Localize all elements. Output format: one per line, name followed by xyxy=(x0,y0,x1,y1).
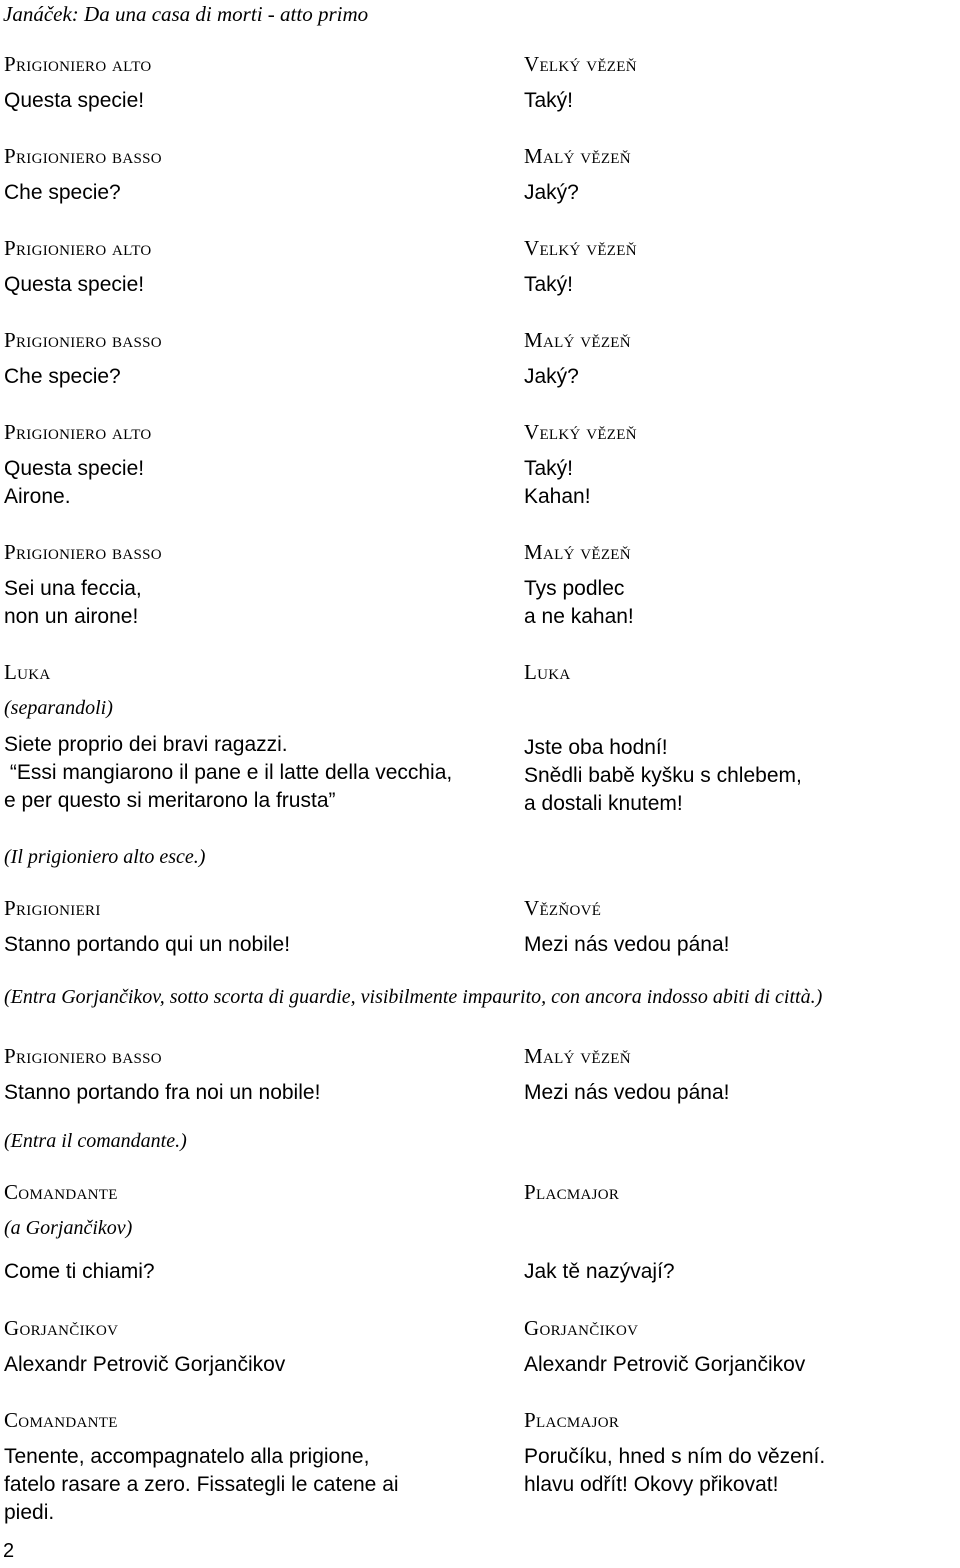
dialogue-line: Jak tě nazývají? xyxy=(524,1260,675,1283)
dialogue-line: Stanno portando fra noi un nobile! xyxy=(4,1081,321,1104)
speaker-name: Placmajor xyxy=(524,1408,620,1432)
speaker-name: Prigioniero alto xyxy=(4,420,152,444)
speaker-name: Malý vězeň xyxy=(524,1044,631,1068)
right-block-10 xyxy=(524,1180,675,1286)
speaker-name: Gorjančikov xyxy=(524,1316,639,1340)
stage-direction-full: (Entra Gorjančikov, sotto scorta di guardie, visibilmente impaurito, con ancora indosso abiti di città.) xyxy=(4,986,823,1008)
dialogue-line: “Essi mangiarono il pane e il latte della vecchia, xyxy=(4,761,453,784)
page-number: 2 xyxy=(3,1540,15,1562)
speaker-name: Comandante xyxy=(4,1180,118,1204)
right-block-5 xyxy=(524,420,637,511)
speaker-name: Malý vězeň xyxy=(524,144,631,168)
speaker-name: Prigionieri xyxy=(4,896,101,920)
dialogue-line: Questa specie! xyxy=(4,89,145,112)
dialogue-line: Siete proprio dei bravi ragazzi. xyxy=(4,733,288,756)
speaker-name: Prigioniero basso xyxy=(4,328,162,352)
left-block-3 xyxy=(4,236,152,299)
speaker-name: Luka xyxy=(4,660,51,684)
dialogue-line: Come ti chiami? xyxy=(4,1260,155,1283)
right-block-6 xyxy=(524,540,634,631)
dialogue-line: Alexandr Petrovič Gorjančikov xyxy=(524,1353,806,1376)
dialogue-line: Poručíku, hned s ním do vězení. xyxy=(524,1445,826,1468)
dialogue-line: a dostali knutem! xyxy=(524,792,683,815)
dialogue-line: Taký! xyxy=(524,457,574,480)
dialogue-line: Airone. xyxy=(4,485,71,508)
speaker-name: Luka xyxy=(524,660,571,684)
speaker-name: Gorjančikov xyxy=(4,1316,119,1340)
dialogue-line: Alexandr Petrovič Gorjančikov xyxy=(4,1353,286,1376)
stage-direction-exit: (Il prigioniero alto esce.) xyxy=(4,846,206,868)
speaker-name: Prigioniero basso xyxy=(4,540,162,564)
page-header: Janáček: Da una casa di morti - atto primo xyxy=(3,2,369,26)
left-block-7 xyxy=(4,660,452,815)
dialogue-line: Tys podlec xyxy=(524,577,625,600)
stage-direction-enter: (Entra il comandante.) xyxy=(4,1130,187,1152)
dialogue-line: a ne kahan! xyxy=(524,605,634,628)
speaker-name: Velký vězeň xyxy=(524,52,637,76)
dialogue-line: piedi. xyxy=(4,1501,55,1524)
dialogue-line: fatelo rasare a zero. Fissategli le catene ai xyxy=(4,1473,399,1496)
right-block-3 xyxy=(524,236,637,299)
left-block-2 xyxy=(4,144,162,207)
left-block-8 xyxy=(4,896,290,959)
right-block-11 xyxy=(524,1316,805,1379)
right-block-9 xyxy=(524,1044,729,1107)
left-block-10 xyxy=(4,1180,155,1286)
dialogue-line: Questa specie! xyxy=(4,273,145,296)
right-block-7 xyxy=(524,660,802,818)
left-block-5 xyxy=(4,420,152,511)
dialogue-line: Jaký? xyxy=(524,181,579,204)
left-block-11 xyxy=(4,1316,285,1379)
left-block-4 xyxy=(4,328,162,391)
speaker-name: Placmajor xyxy=(524,1180,620,1204)
right-block-12 xyxy=(524,1408,825,1499)
dialogue-line: Tenente, accompagnatelo alla prigione, xyxy=(4,1445,370,1468)
stage-direction: (a Gorjančikov) xyxy=(4,1217,133,1239)
dialogue-line: Che specie? xyxy=(4,181,121,204)
speaker-name: Prigioniero alto xyxy=(4,52,152,76)
dialogue-line: e per questo si meritarono la frusta” xyxy=(4,789,336,812)
left-block-6 xyxy=(4,540,162,631)
dialogue-line: Sei una feccia, xyxy=(4,577,142,600)
dialogue-line: non un airone! xyxy=(4,605,139,628)
dialogue-line: Jste oba hodní! xyxy=(524,736,668,759)
dialogue-line: Taký! xyxy=(524,89,574,112)
dialogue-line: Mezi nás vedou pána! xyxy=(524,933,730,956)
speaker-name: Velký vězeň xyxy=(524,236,637,260)
speaker-name: Velký vězeň xyxy=(524,420,637,444)
speaker-name: Prigioniero basso xyxy=(4,144,162,168)
speaker-name: Comandante xyxy=(4,1408,118,1432)
speaker-name: Malý vězeň xyxy=(524,328,631,352)
speaker-name: Malý vězeň xyxy=(524,540,631,564)
dialogue-line: Questa specie! xyxy=(4,457,145,480)
speaker-name: Prigioniero basso xyxy=(4,1044,162,1068)
dialogue-line: Taký! xyxy=(524,273,574,296)
dialogue-line: Stanno portando qui un nobile! xyxy=(4,933,291,956)
speaker-name: Vězňové xyxy=(524,896,602,920)
dialogue-line: Snědli babě kyšku s chlebem, xyxy=(524,764,802,787)
right-block-2 xyxy=(524,144,631,207)
right-block-1 xyxy=(524,52,637,115)
speaker-name: Prigioniero alto xyxy=(4,236,152,260)
dialogue-line: Jaký? xyxy=(524,365,579,388)
left-block-1 xyxy=(4,52,152,115)
dialogue-line: Che specie? xyxy=(4,365,121,388)
dialogue-line: Kahan! xyxy=(524,485,591,508)
right-block-8 xyxy=(524,896,729,959)
right-block-4 xyxy=(524,328,631,391)
left-block-12 xyxy=(4,1408,399,1527)
dialogue-line: Mezi nás vedou pána! xyxy=(524,1081,730,1104)
left-block-9 xyxy=(4,1044,320,1107)
dialogue-line: hlavu odřít! Okovy přikovat! xyxy=(524,1473,779,1496)
stage-direction: (separandoli) xyxy=(4,697,113,719)
